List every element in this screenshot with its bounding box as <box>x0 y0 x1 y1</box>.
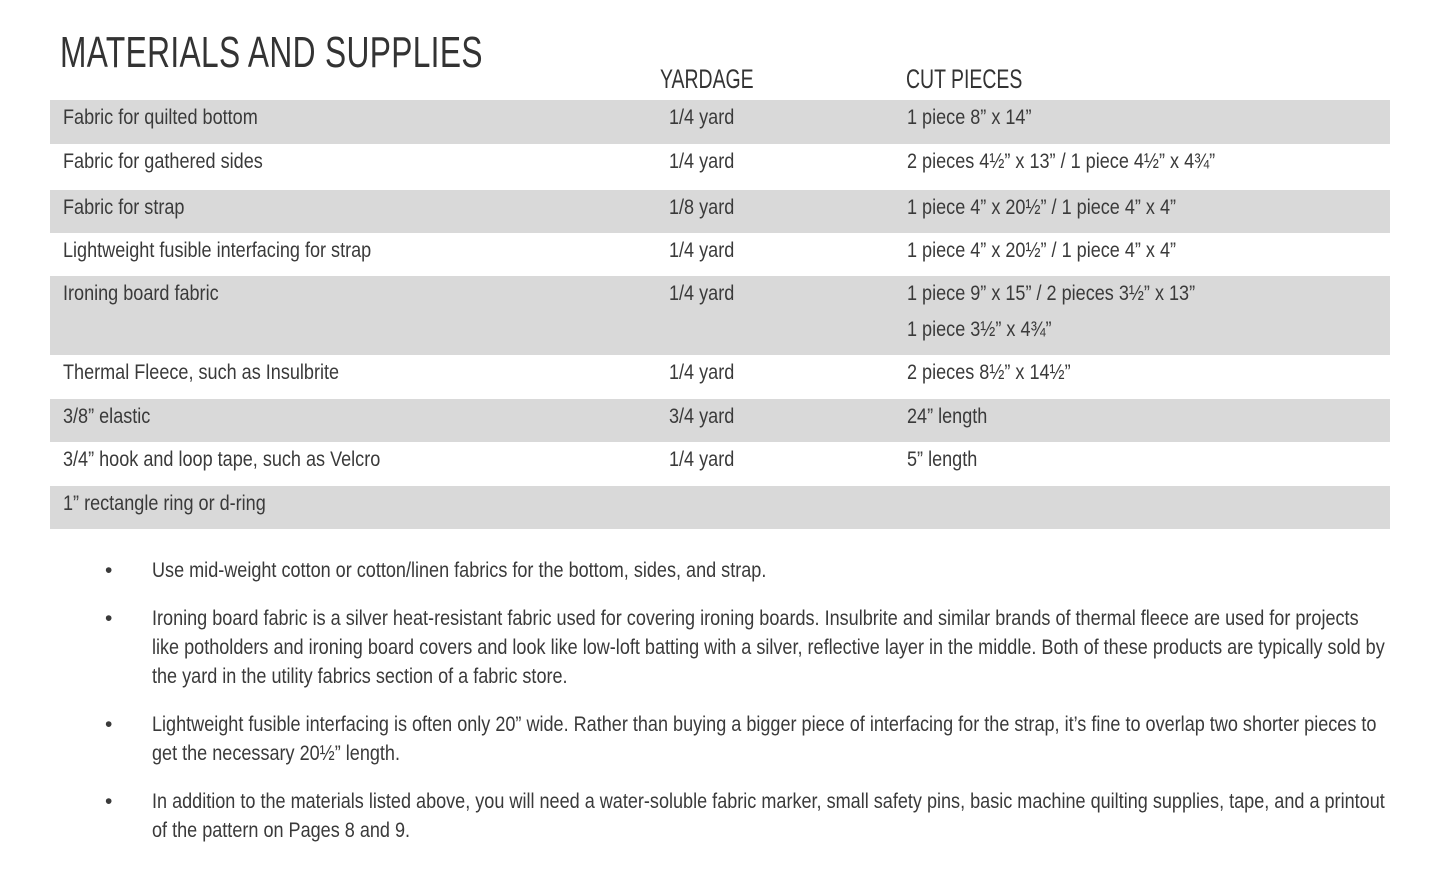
cut-pieces-text: 2 pieces 4½” x 13” / 1 piece 4½” x 4¾” <box>907 150 1216 173</box>
yardage-cell <box>669 233 745 269</box>
cut-pieces-text: 5” length <box>907 448 978 471</box>
cut-pieces-line <box>907 276 1242 312</box>
cut-pieces-cell <box>907 233 1220 269</box>
material-text: Fabric for gathered sides <box>63 150 263 173</box>
material-text: 3/4” hook and loop tape, such as Velcro <box>63 448 381 471</box>
table-row <box>50 442 1390 486</box>
table-row <box>50 190 1390 233</box>
material-text: Ironing board fabric <box>63 282 219 305</box>
cut-pieces-cell <box>907 399 1000 435</box>
cut-pieces-text: 1 piece 8” x 14” <box>907 106 1032 129</box>
cut-pieces-cell <box>907 144 1265 180</box>
note-item <box>100 604 1390 691</box>
column-header-yardage: YARDAGE <box>660 64 754 94</box>
material-text: Thermal Fleece, such as Insulbrite <box>63 361 340 384</box>
material-text: 1” rectangle ring or d-ring <box>63 492 266 515</box>
cut-pieces-cell <box>907 442 989 478</box>
note-text: Lightweight fusible interfacing is often only 20” wide. Rather than buying a bigger piece of interfacing for the strap, it’s fine to overlap two shorter pieces to get the necessary 20½” length. <box>152 713 1377 765</box>
yardage-cell <box>669 442 745 478</box>
table-row <box>50 144 1390 190</box>
yardage-cell <box>669 276 745 312</box>
yardage-cell <box>669 144 745 180</box>
yardage-text: 1/4 yard <box>669 106 735 129</box>
cut-pieces-line <box>907 233 1220 269</box>
table-row <box>50 399 1390 442</box>
cut-pieces-text: 1 piece 9” x 15” / 2 pieces 3½” x 13” <box>907 282 1196 305</box>
table-row <box>50 355 1390 399</box>
table-row <box>50 100 1390 144</box>
bullet-icon: • <box>105 559 113 582</box>
cut-pieces-text: 1 piece 3½” x 4¾” <box>907 318 1052 341</box>
yardage-text: 1/8 yard <box>669 196 735 219</box>
material-cell <box>63 100 289 136</box>
yardage-text: 1/4 yard <box>669 239 735 262</box>
table-row <box>50 486 1390 529</box>
cut-pieces-text: 1 piece 4” x 20½” / 1 piece 4” x 4” <box>907 196 1177 219</box>
material-cell <box>63 486 299 522</box>
cut-pieces-line <box>907 144 1265 180</box>
page-title: MATERIALS AND SUPPLIES <box>60 28 483 77</box>
yardage-text: 1/4 yard <box>669 448 735 471</box>
material-text: Fabric for quilted bottom <box>63 106 258 129</box>
cut-pieces-text: 2 pieces 8½” x 14½” <box>907 361 1071 384</box>
note-item <box>100 710 1390 768</box>
cut-pieces-cell <box>907 355 1097 391</box>
material-cell <box>63 190 204 226</box>
bullet-icon: • <box>105 607 113 630</box>
note-text: Ironing board fabric is a silver heat-resistant fabric used for covering ironing boards. Insulbrite and similar brands of thermal fleece are used for projects like potholders and ironing board covers and look like low-loft batting with a silver, reflective layer in the middle. Both of these products are typically sold by the yard in the utility fabrics section of a fabric store. <box>152 607 1385 688</box>
material-cell <box>63 399 165 435</box>
material-cell <box>63 233 421 269</box>
cut-pieces-line <box>907 312 1242 348</box>
cut-pieces-line <box>907 355 1097 391</box>
note-text: Use mid-weight cotton or cotton/linen fabrics for the bottom, sides, and strap. <box>152 559 767 582</box>
cut-pieces-text: 24” length <box>907 405 988 428</box>
note-text: In addition to the materials listed above, you will need a water-soluble fabric marker, small safety pins, basic machine quilting supplies, tape, and a printout of the pattern on Pages 8 and 9. <box>152 790 1385 842</box>
note-item <box>100 787 1390 845</box>
yardage-text: 1/4 yard <box>669 282 735 305</box>
table-row <box>50 276 1390 355</box>
cut-pieces-text: 1 piece 4” x 20½” / 1 piece 4” x 4” <box>907 239 1177 262</box>
cut-pieces-cell <box>907 276 1242 348</box>
yardage-cell <box>669 100 745 136</box>
cut-pieces-line <box>907 442 989 478</box>
material-cell <box>63 276 244 312</box>
yardage-cell <box>669 190 745 226</box>
material-cell <box>63 144 295 180</box>
cut-pieces-line <box>907 399 1000 435</box>
bullet-icon: • <box>105 713 113 736</box>
cut-pieces-cell <box>907 190 1220 226</box>
yardage-text: 1/4 yard <box>669 150 735 173</box>
cut-pieces-line <box>907 100 1052 136</box>
bullet-icon: • <box>105 790 113 813</box>
yardage-cell <box>669 399 745 435</box>
material-text: Lightweight fusible interfacing for strap <box>63 239 372 262</box>
yardage-text: 1/4 yard <box>669 361 735 384</box>
material-text: 3/8” elastic <box>63 405 151 428</box>
cut-pieces-line <box>907 190 1220 226</box>
material-cell <box>63 355 384 391</box>
yardage-text: 3/4 yard <box>669 405 735 428</box>
cut-pieces-cell <box>907 100 1052 136</box>
material-text: Fabric for strap <box>63 196 185 219</box>
yardage-cell <box>669 355 745 391</box>
note-item <box>100 556 1390 585</box>
materials-table <box>50 100 1390 529</box>
column-header-cut-pieces: CUT PIECES <box>906 64 1023 94</box>
notes-list <box>100 556 1390 864</box>
table-row <box>50 233 1390 276</box>
material-cell <box>63 442 432 478</box>
